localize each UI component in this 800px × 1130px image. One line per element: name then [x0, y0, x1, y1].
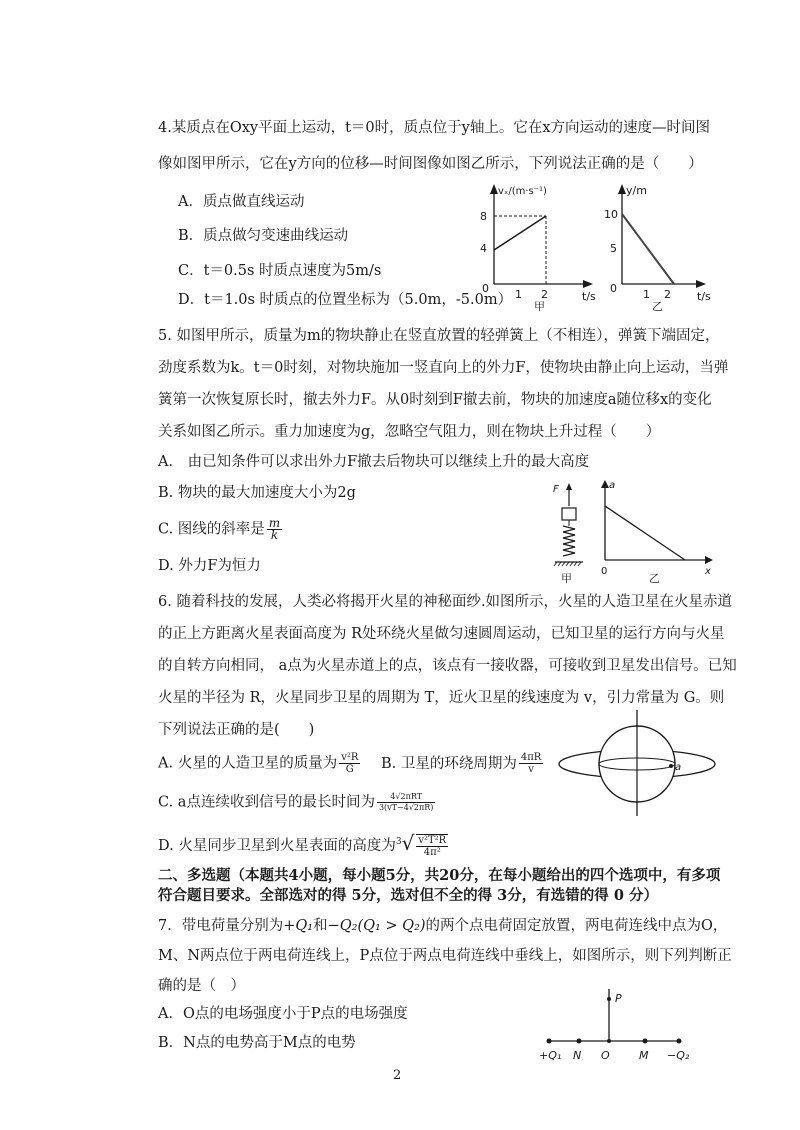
q5-force-arrow-head [566, 483, 572, 490]
q6-line-2: 的正上方距离火星表面高度为 R处环绕火星做匀速圆周运动，已知卫星的运行方向与火星 [158, 626, 725, 642]
jia-caption: 甲 [534, 300, 545, 313]
q6-option-b-den: v [528, 764, 534, 775]
q6-line-4: 火星的半径为 R，火星同步卫星的周期为 T，近火卫星的线速度为 v，引力常量为 G。则 [158, 690, 725, 706]
yi-x-tick-1: 1 [643, 288, 650, 301]
q4-figure-jia [472, 180, 602, 315]
q5-figure [545, 478, 715, 586]
q6-option-d-text: D. 火星同步卫星到火星表面的高度为 [158, 837, 396, 854]
q4-option-a: A．质点做直线运动 [178, 194, 305, 210]
q5-block [562, 508, 576, 520]
q6-option-b-fraction [519, 752, 543, 775]
q5-x-arrow [705, 556, 713, 564]
q7-line-2: M、N两点位于两电荷连线上，P点位于两点电荷连线中垂线上，如图所示，则下列判断正 [158, 948, 732, 964]
q6-option-b-num: 4πR [520, 752, 542, 763]
q7-figure [535, 985, 695, 1065]
q5-option-c-text: C. 图线的斜率是 [158, 521, 265, 538]
yi-x-label: t/s [697, 290, 711, 303]
q4-line-2: 像如图甲所示，它在y方向的位移—时间图像如图乙所示，下列说法正确的是（ ） [158, 156, 703, 172]
jia-x-arrow [583, 280, 593, 288]
q6-option-c-den: 3(vT−4√2πR) [378, 803, 434, 812]
q5-option-d: D. 外力F为恒力 [158, 558, 261, 574]
q7-label-plus-q1: +Q₁ [539, 1049, 562, 1062]
q5-option-b: B. 物块的最大加速度大小为2g [158, 485, 356, 501]
q7-line-1-b: 的两个点电荷固定放置，两电荷连线中点为O， [425, 918, 728, 934]
q7-q-plus: +Q₁ [283, 918, 314, 934]
q6-line-5: 下列说法正确的是( ) [158, 722, 315, 738]
yi-y-tick-10: 10 [604, 208, 618, 221]
jia-x-tick-1: 1 [515, 288, 522, 301]
page-number: 2 [393, 1068, 402, 1083]
q7-option-a: A．O点的电场强度小于P点的电场强度 [158, 1006, 408, 1022]
q5-option-c [158, 518, 284, 541]
q7-option-b: B．N点的电势高于M点的电势 [158, 1035, 356, 1051]
q7-label-p: P [615, 992, 622, 1005]
yi-y-label: y/m [626, 184, 647, 197]
q6-option-a-text: A. 火星的人造卫星的质量为 [158, 755, 338, 772]
q5-option-a: A． 由已知条件可以求出外力F撤去后物块可以继续上升的最大高度 [158, 454, 590, 470]
q5-graph-line [605, 506, 685, 560]
q7-point-o [607, 1039, 611, 1043]
q6-option-c-text: C. a点连续收到信号的最长时间为 [158, 794, 375, 811]
yi-origin: 0 [610, 282, 617, 295]
jia-y-label: vₓ/(m·s⁻¹) [498, 186, 547, 197]
q7-label-minus-q2: −Q₂ [667, 1049, 690, 1062]
q5-line-3: 簧第一次恢复原长时，撤去外力F。从0时刻到F撤去前，物块的加速度a随位移x的变化 [158, 392, 712, 408]
q7-point-p [607, 997, 611, 1001]
q5-line-2: 劲度系数为k。t＝0时刻，对物块施加一竖直向上的外力F，使物块由静止向上运动，当弹 [158, 360, 729, 376]
q5-caption-yi: 乙 [649, 572, 660, 585]
q6-line-1: 6. 随着科技的发展，人类必将揭开火星的神秘面纱.如图所示，火星的人造卫星在火星赤道 [158, 594, 733, 610]
q5-force-label: F [553, 484, 559, 495]
yi-x-tick-2: 2 [664, 288, 671, 301]
q7-line-3: 确的是（ ） [158, 978, 245, 994]
q7-condition: (Q₁ > Q₂) [357, 918, 426, 934]
q7-line-1 [158, 916, 727, 936]
section2-heading-line-2: 符合题目要求。全部选对的得 5分，选对但不全的得 3分，有选错的得 0 分） [158, 887, 658, 904]
yi-series-line [622, 214, 674, 284]
q7-label-o: O [601, 1049, 610, 1062]
jia-y-tick-8: 8 [480, 210, 487, 223]
q6-option-c [158, 792, 437, 813]
jia-y-arrow [490, 184, 498, 194]
yi-y-arrow [618, 184, 626, 194]
yi-caption: 乙 [652, 300, 663, 313]
q7-q-minus: −Q₂ [327, 918, 358, 934]
jia-origin: 0 [482, 282, 489, 295]
receiver-label-a: a [675, 762, 682, 773]
jia-series-line [494, 216, 546, 250]
yi-y-tick-5: 5 [610, 242, 617, 255]
q5-slope-num: m [268, 516, 281, 530]
q6-option-a [158, 752, 545, 775]
q6-option-d-den: 4π² [423, 846, 441, 858]
q6-option-d [158, 832, 450, 858]
q7-label-m: M [639, 1049, 649, 1062]
q5-slope-fraction [267, 518, 282, 541]
q5-origin: 0 [601, 566, 608, 577]
q6-option-d-num: v²T²R [418, 834, 447, 846]
q6-option-b-text: B. 卫星的环绕周期为 [381, 755, 517, 772]
q7-line-1-a: 7．带电荷量分别为 [158, 918, 284, 934]
q4-option-d: D．t＝1.0s 时质点的位置坐标为（5.0m，-5.0m） [178, 292, 513, 308]
q5-a-arrow [601, 480, 609, 488]
q5-slope-den: k [270, 528, 279, 542]
q4-option-b: B．质点做匀变速曲线运动 [178, 228, 349, 244]
q7-and: 和 [313, 918, 328, 934]
q5-line-4: 关系如图乙所示。重力加速度为g，忽略空气阻力，则在物块上升过程（ ） [158, 424, 661, 440]
q5-line-1: 5. 如图甲所示，质量为m的物块静止在竖直放置的轻弹簧上（不相连），弹簧下端固定， [158, 328, 720, 344]
q6-line-3: 的自转方向相同， a点为火星赤道上的点，该点有一接收器，可接收到卫星发出信号。已知 [158, 658, 737, 674]
q6-option-a-fraction [339, 752, 360, 775]
q6-option-d-radical: √ [401, 830, 415, 855]
q7-point-m [643, 1039, 648, 1044]
jia-y-tick-4: 4 [480, 242, 487, 255]
q4-line-1: 4.某质点在Oxy平面上运动，t＝0时，质点位于y轴上。它在x方向运动的速度—时间图 [158, 120, 711, 136]
q4-option-c: C．t＝0.5s 时质点速度为5m/s [178, 263, 382, 279]
q5-x-label: x [705, 566, 711, 577]
q6-option-c-fraction [377, 792, 435, 813]
yi-x-arrow [696, 280, 706, 288]
jia-x-label: t/s [582, 290, 596, 303]
q7-charge-minus [677, 1039, 682, 1044]
q4-figure-yi [600, 180, 718, 315]
q5-caption-jia: 甲 [561, 572, 572, 585]
receiver-point-a [669, 764, 673, 768]
q5-spring-coil [563, 526, 575, 556]
section2-heading-line-1: 二、多选题（本题共4小题，每小题5分，共20分，在每小题给出的四个选项中，有多项 [158, 867, 721, 884]
q6-option-a-den: G [345, 764, 354, 775]
q7-charge-plus [547, 1039, 552, 1044]
q6-option-d-fraction [416, 834, 448, 858]
q6-figure [555, 708, 720, 818]
q6-option-a-num: v²R [341, 752, 359, 763]
q6-option-c-num: 4√2πRT [377, 792, 435, 803]
q7-label-n: N [573, 1049, 582, 1062]
q7-point-n [577, 1039, 582, 1044]
q5-a-label: a [609, 480, 616, 491]
q6-option-d-root-index: 3 [395, 837, 402, 847]
jia-x-tick-2: 2 [541, 288, 548, 301]
